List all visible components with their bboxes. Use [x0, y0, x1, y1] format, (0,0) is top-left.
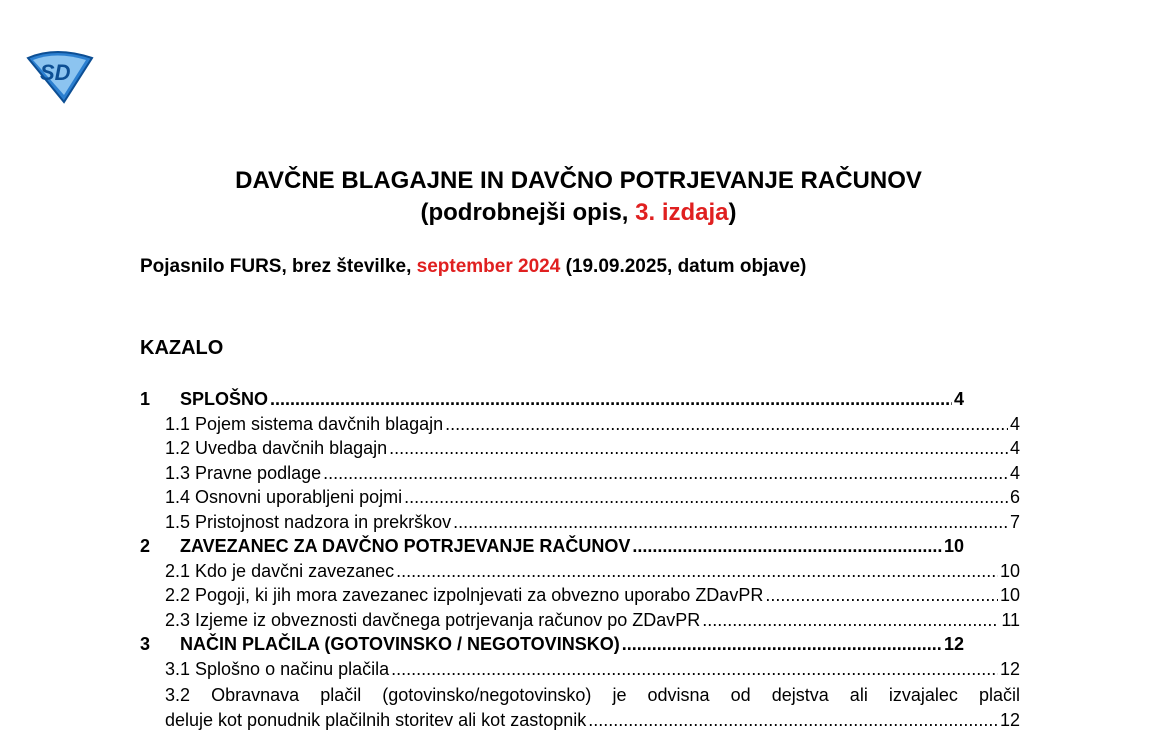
- toc-entry-3[interactable]: 3 NAČIN PLAČILA (GOTOVINSKO / NEGOTOVINSKO) ..... 12: [140, 634, 964, 659]
- toc-entry-1[interactable]: 1 SPLOŠNO ..... 4: [140, 389, 964, 414]
- toc-entry-2[interactable]: 2 ZAVEZANEC ZA DAVČNO POTRJEVANJE RAČUNOV ..... 10: [140, 536, 964, 561]
- toc-entry-1-2[interactable]: 1.2 Uvedba davčnih blagajn ..... 4: [140, 438, 1020, 463]
- document-subtitle: Pojasnilo FURS, brez številke, september 2024 (19.09.2025, datum objave): [140, 256, 807, 277]
- toc-entry-3-2-line2: deluje kot ponudnik plačilnih storitev ali kot zastopnik ..... 12: [165, 708, 1020, 733]
- toc-entry-3-2[interactable]: [140, 683, 1020, 732]
- toc-entry-1-1[interactable]: 1.1 Pojem sistema davčnih blagajn ..... 4: [140, 414, 1020, 439]
- toc-entry-1-3[interactable]: 1.3 Pravne podlage ..... 4: [140, 463, 1020, 488]
- toc-entry-3-2-line1: 3.2 Obravnava plačil (gotovinsko/negotovinsko) je odvisna od dejstva ali izvajalec plačil: [165, 685, 1020, 705]
- svg-text:SD: SD: [40, 60, 71, 85]
- toc-entry-2-2[interactable]: 2.2 Pogoji, ki jih mora zavezanec izpolnjevati za obvezno uporabo ZDavPR ..... 10: [140, 585, 1020, 610]
- document-edition: (podrobnejši opis, 3. izdaja): [420, 199, 737, 226]
- table-of-contents: [140, 389, 1020, 732]
- toc-entry-2-1[interactable]: 2.1 Kdo je davčni zavezanec ..... 10: [140, 561, 1020, 586]
- sd-shield-logo-icon: [22, 48, 96, 104]
- toc-heading: KAZALO: [140, 337, 224, 359]
- toc-entry-2-3[interactable]: 2.3 Izjeme iz obveznosti davčnega potrjevanja računov po ZDavPR ..... 11: [140, 610, 1020, 635]
- document-title: DAVČNE BLAGAJNE IN DAVČNO POTRJEVANJE RAČUNOV: [235, 167, 922, 194]
- toc-entry-3-1[interactable]: 3.1 Splošno o načinu plačila ..... 12: [140, 659, 1020, 684]
- toc-entry-1-5[interactable]: 1.5 Pristojnost nadzora in prekrškov ..... 7: [140, 512, 1020, 537]
- toc-entry-1-4[interactable]: 1.4 Osnovni uporabljeni pojmi ..... 6: [140, 487, 1020, 512]
